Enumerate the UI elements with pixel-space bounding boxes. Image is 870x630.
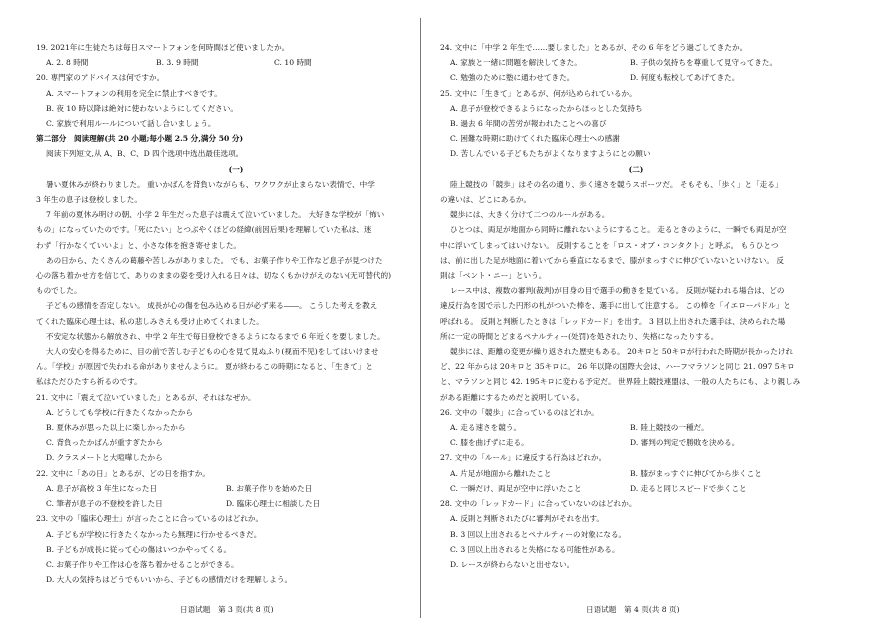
q27-option-b: B. 膝がまっすぐに伸びてから歩くこと [630,468,762,478]
q27-option-d: D. 走ると同じスピードで歩くこと [630,483,747,493]
passage-line: 心の落ち着かせ方を信じて、ありのままの姿を受け入れる日々は、切なくもかけがえのない(无可替代的) [36,271,392,281]
q27-option-c: C. 一瞬だけ、両足が空中に浮いたこと [450,483,582,493]
q22-options-cd [36,496,436,511]
passage-line: 陸上競技の「競歩」はその名の通り、歩く速さを競うスポーツだ。 そもそも、「歩く」と「走る」 [450,179,783,189]
q26-option-c: C. 膝を曲げずに走る。 [450,438,529,448]
question-27: 27. 文中の「ルール」に違反する行為はどれか。 [440,453,607,463]
section-instruction: 阅读下列短文,从 A、B、C、D 四个选项中选出最佳选项。 [46,149,244,159]
passage-line: ん。「学校」が原因で失われる命がありませんように。 夏が終わるこの時期になると、「生きて」と [36,362,373,372]
q24-option-c: C. 勉強のために塾に通わせてきた。 [450,73,575,83]
q19-option-b: B. 3. 9 時間 [156,58,199,68]
passage-line: 競歩には、大きく分けて二つのルールがある。 [450,210,610,220]
q28-option-c: C. 3 回以上出されると失格になる可能性がある。 [450,544,620,554]
q27-options-cd [440,481,832,496]
q28-option-d: D. レースが終わらないと出せない。 [450,559,575,569]
page-footer-left: 日语试题 第 3 页(共 8 页) [180,605,274,614]
q24-option-b: B. 子供の気持ちを尊重して見守ってきた。 [630,58,778,68]
passage-line: てくれた臨床心理士は、私の悲しみさえも受け止めてくれました。 [36,316,264,326]
q22-options-ab [36,481,436,496]
passage-line: ど、22 年からは 20キロと 35キロに。 26 年以降の国際大会は、ハーフマラソンと同じ 21. 097 5キロ [440,362,795,372]
passage-line: がある距離にするためだと説明している。 [440,392,585,402]
passage-line: 則は「ベント・ニー」という。 [440,271,547,281]
passage-line: 不安定な状態から解放され、中学 2 年生で毎日登校できるようになるまで 6 年近くを要しました。 [46,331,385,341]
q22-option-a: A. 息子が高校 3 年生になった日 [46,483,158,493]
q26-option-d: D. 審判の判定で勝敗を決める。 [630,438,740,448]
passage-line: もの」になっていたのです。「死にたい」とつぶやくほどの経緯(前因后果)を理解していた私は、迷 [36,225,372,235]
passage-line: 呼ばれる。 反則と判断したときは「レッドカード」を出す。 3 回以上出された選手は、決められた場 [440,316,786,326]
q28-option-a: A. 反則と判断されたびに審判がそれを出す。 [450,514,604,524]
q25-option-b: B. 過去 6 年間の苦労が報われたことへの喜び [450,119,607,129]
q26-options-cd [440,435,832,450]
passage-2-title: (二) [628,164,644,174]
q21-option-a: A. どうしても学校に行きたくなかったから [46,407,193,417]
passage-line: わず「行かなくていいよ」と、小さな体を抱き寄せました。 [36,240,242,250]
q25-option-d: D. 苦しんでいる子どもたちがよくなりますようにとの願い [450,149,651,159]
question-26: 26. 文中の「競歩」に合っているのはどれか。 [440,407,599,417]
q23-option-d: D. 大人の気持ちはどうでもいいから、子どもの感情だけを理解しよう。 [46,575,293,585]
passage-line: ひとつは、両足が地面から同時に離れないようにすること。 走るときのように、一瞬でも両足が空 [450,225,787,235]
passage-line: 子どもの感情を否定しない。 成長が心の傷を包み込める日が必ず来る――。 こうした考えを教え [46,301,378,311]
q26-option-a: A. 走る速さを競う。 [450,423,522,433]
q25-option-a: A. 息子が登校できるようになったからほっとした気持ち [450,103,643,113]
q20-option-c: C. 家族で利用ルールについて話し合いましょう。 [46,119,216,129]
q20-option-a: A. スマートフォンの利用を完全に禁止すべきです。 [46,88,222,98]
q28-option-b: B. 3 回以上出されるとペナルティーの対象になる。 [450,529,627,539]
question-28: 28. 文中の「レッドカード」に合っていないのはどれか。 [440,499,637,509]
question-19: 19. 2021年に生徒たちは毎日スマートフォンを何時間ほど使いましたか。 [36,43,290,52]
q24-option-d: D. 何度も転校してあげてきた。 [630,73,740,83]
passage-1 [36,177,436,390]
passage-line: 3 年生の息子は登校しました。 [36,195,142,205]
q25-option-c: C. 困難な時期に助けてくれた臨床心理士への感謝 [450,134,620,144]
passage-line: 中に浮いてしまってはいけない。 反則することを「ロス・オブ・コンタクト」と呼ぶ。 もうひとつ [440,240,779,250]
q26-option-b: B. 陸上競技の一種だ。 [630,423,709,433]
passage-1-title: (一) [228,164,244,174]
q27-option-a: A. 片足が地面から離れたこと [450,468,552,478]
q19-option-a: A. 2. 8 時間 [46,58,89,68]
question-20: 20. 専門家のアドバイスは何ですか。 [36,73,165,83]
q23-option-c: C. お菓子作りや工作は心を落ち着かせることができる。 [46,559,239,569]
passage-line: 違反行為を図で示した円形の札がついた棒を、選手に出して注意する。 この棒を「イエローパドル」と [440,301,791,311]
question-24: 24. 文中に「中学 2 年生で……要しました」とあるが、その 6 年をどう過ごしてきたか。 [440,43,748,52]
passage-line: あの日から、たくさんの葛藤や苦しみがありました。 でも、お菓子作りや工作など息子が見つけた [46,255,383,265]
q19-options [36,55,436,70]
passage-line: 暑い夏休みが終わりました。 重いかばんを背負いながらも、ワクワクが止まらない表情で、中学 [46,179,375,189]
q22-option-d: D. 臨床心理士に相談した日 [226,499,321,509]
passage-line: ものでした。 [36,286,82,296]
passage-line: は、前に出した足が地面に着いてから垂直になるまで、膝がまっすぐに伸びていないといけない。 反 [440,255,784,265]
q21-option-d: D. クラスメートと大喧嘩したから [46,453,163,463]
q27-options-ab [440,466,832,481]
q22-option-b: B. お菓子作りを始めた日 [226,483,313,493]
passage-2 [440,177,832,405]
passage-line: 所に一定の時間とどまるペナルティー(处罚)を処されたり、失格になったりする。 [440,331,719,341]
question-23: 23. 文中の「臨床心理士」が言ったことに合っているのはどれか。 [36,514,264,524]
q24-options-ab [440,55,832,70]
passage-line: 競歩には、距離の変更が繰り返された歴史もある。 20キロと 50キロが行われた時期が長かったけれ [450,347,794,357]
q21-option-c: C. 背負ったかばんが重すぎたから [46,438,163,448]
section-title: 第二部分 阅读理解(共 20 小题;每小题 2.5 分,满分 50 分) [36,134,244,144]
q20-option-b: B. 夜 10 時以降は絶対に使わないようにしてください。 [46,103,238,113]
q24-option-a: A. 家族と一緒に問題を解決してきた。 [450,58,582,68]
question-21: 21. 文中に「震えて泣いていました」とあるが、それはなぜか。 [36,392,256,402]
left-column [36,40,436,587]
passage-line: 大人の安心を得るために、目の前で苦しむ子どもの心を見て見ぬふり(视而不见)をしてはいけませ [46,347,379,357]
q23-option-b: B. 子どもが成長に従って心の傷はいつかやってくる。 [46,544,232,554]
q21-option-b: B. 夏休みが思った以上に楽しかったから [46,423,186,433]
q19-option-c: C. 10 時間 [274,58,312,68]
passage-line: と、マラソンと同じ 42. 195キロに変わる予定だ。 世界陸上競技連盟は、一般の人たちにも、より親しみ [440,377,801,387]
passage-line: の違いは、どこにあるか。 [440,195,532,205]
page-footer-right: 日语试题 第 4 页(共 8 页) [586,605,680,614]
right-column [440,40,832,572]
passage-line: 私はただひたすら祈るのです。 [36,377,142,387]
question-25: 25. 文中に「生きて」とあるが、何が込められているか。 [440,88,637,98]
q24-options-cd [440,70,832,85]
q23-option-a: A. 子どもが学校に行きたくなかったら無理に行かせるべきだ。 [46,529,262,539]
passage-line: レース中は、複数の審判(裁判)が目身の目で選手の動きを見ている。 反則が疑われる場合は、どの [450,286,785,296]
q22-option-c: C. 筆者が息子の不登校を許した日 [46,499,163,509]
q26-options-ab [440,420,832,435]
passage-line: 7 年前の夏休み明けの朝、小学 2 年生だった息子は震えて泣いていました。 大好きな学校が「怖い [46,210,385,220]
question-22: 22. 文中に「あの日」とあるが、どの日を指すか。 [36,468,210,478]
